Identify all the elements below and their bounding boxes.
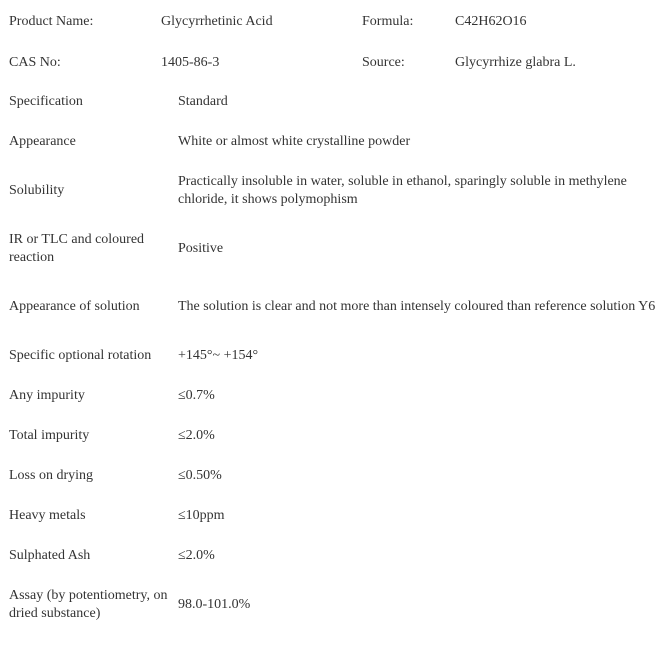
spec-value: ≤2.0%	[178, 548, 215, 563]
source-value: Glycyrrhize glabra L.	[455, 55, 576, 70]
spec-value: Standard	[178, 94, 228, 109]
spec-row	[4, 456, 661, 496]
spec-value: White or almost white crystalline powder	[178, 134, 411, 149]
spec-value: 98.0-101.0%	[178, 597, 251, 612]
spec-row	[4, 278, 661, 336]
spec-value: Practically insoluble in water, soluble in ethanol, sparingly soluble in methylene chloride, it shows polymophism	[178, 174, 627, 207]
spec-row	[4, 162, 661, 220]
spec-row	[4, 376, 661, 416]
spec-value: ≤0.7%	[178, 388, 215, 403]
specification-table	[4, 82, 661, 634]
product-name-label: Product Name:	[9, 14, 94, 29]
spec-value: +145°~ +154°	[178, 348, 259, 363]
spec-label: Sulphated Ash	[9, 548, 91, 563]
spec-label: Appearance of solution	[9, 299, 140, 314]
spec-value: Positive	[178, 241, 224, 256]
cas-value: 1405-86-3	[161, 55, 220, 70]
spec-row	[4, 536, 661, 576]
spec-label: Any impurity	[9, 388, 85, 403]
spec-label: IR or TLC and coloured reaction	[9, 232, 145, 265]
product-name-value: Glycyrrhetinic Acid	[161, 14, 273, 29]
spec-row	[4, 336, 661, 376]
spec-label: Assay (by potentiometry, on dried substance)	[9, 588, 168, 621]
spec-value: ≤10ppm	[178, 508, 225, 523]
spec-label: Solubility	[9, 183, 65, 198]
source-label: Source:	[362, 55, 405, 70]
spec-row	[4, 220, 661, 278]
spec-label: Specific optional rotation	[9, 348, 152, 363]
spec-label: Heavy metals	[9, 508, 86, 523]
spec-label: Specification	[9, 94, 83, 109]
spec-value: ≤0.50%	[178, 468, 222, 483]
spec-value: ≤2.0%	[178, 428, 215, 443]
formula-label: Formula:	[362, 14, 414, 29]
spec-row	[4, 82, 661, 122]
formula-value: C42H62O16	[455, 14, 527, 29]
spec-row	[4, 496, 661, 536]
spec-row	[4, 122, 661, 162]
spec-label: Loss on drying	[9, 468, 93, 483]
cas-label: CAS No:	[9, 55, 61, 70]
product-header-table	[4, 0, 661, 82]
spec-value: The solution is clear and not more than intensely coloured than reference solution Y6	[178, 299, 656, 314]
spec-row	[4, 576, 661, 634]
product-header-row	[4, 0, 661, 44]
spec-label: Total impurity	[9, 428, 90, 443]
product-header-row	[4, 44, 661, 82]
spec-label: Appearance	[9, 134, 76, 149]
spec-row	[4, 416, 661, 456]
